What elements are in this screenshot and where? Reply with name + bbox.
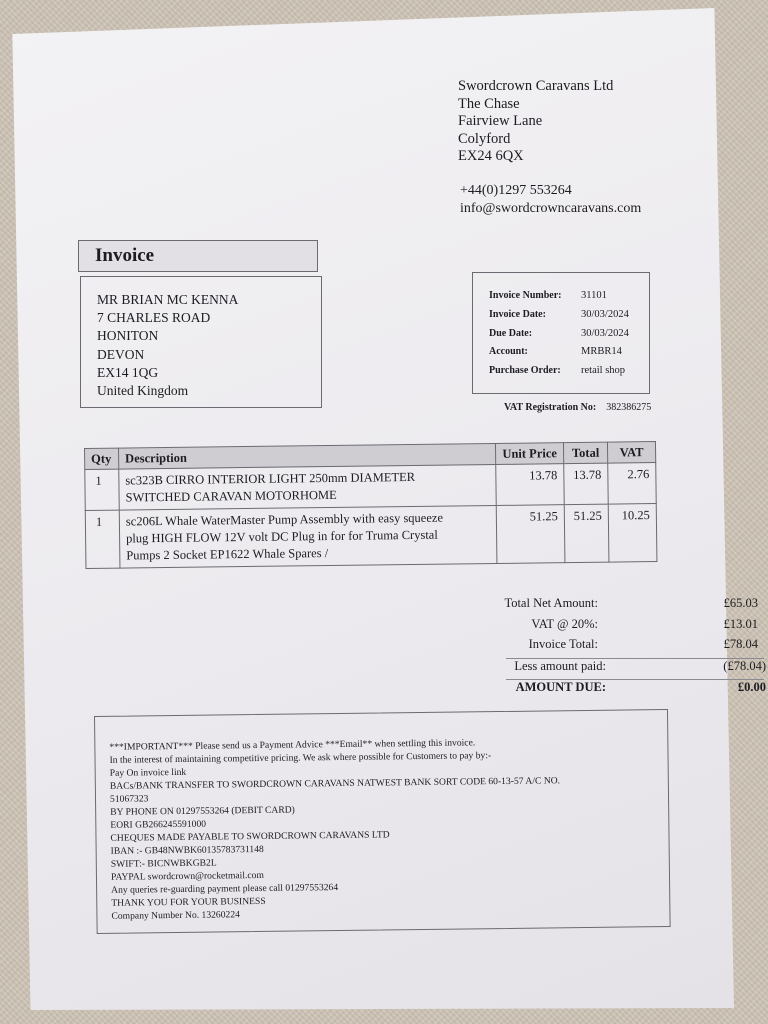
payment-info-line: BY PHONE ON 01297553264 (DEBIT CARD) bbox=[110, 804, 295, 818]
amount-paid-row bbox=[506, 658, 764, 680]
item-description-line: Pumps 2 Socket EP1622 Whale Spares / bbox=[126, 546, 329, 563]
customer-address-line: DEVON bbox=[97, 346, 145, 362]
payment-info-line: IBAN :- GB48NWBK60135783731148 bbox=[110, 843, 264, 857]
invoice-total-row bbox=[498, 637, 758, 658]
payment-info-line: Company Number No. 13260224 bbox=[111, 909, 240, 922]
item-qty: 1 bbox=[85, 469, 119, 510]
invoice-title: Invoice bbox=[95, 245, 155, 266]
totals-block bbox=[498, 596, 766, 701]
meta-value: retail shop bbox=[581, 365, 626, 376]
amount-due-value: £0.00 bbox=[737, 680, 766, 694]
item-vat: 10.25 bbox=[608, 504, 657, 563]
table-row bbox=[85, 504, 657, 569]
meta-row-invoice-date bbox=[489, 309, 629, 320]
customer-address-line: 7 CHARLES ROAD bbox=[97, 310, 211, 326]
total-label: VAT @ 20%: bbox=[531, 616, 598, 631]
meta-row-purchase-order bbox=[489, 365, 625, 376]
company-postcode: EX24 6QX bbox=[458, 148, 524, 164]
item-description-line: sc323B CIRRO INTERIOR LIGHT 250mm DIAMETER bbox=[125, 469, 416, 488]
vat-total-row bbox=[498, 616, 758, 638]
meta-row-account bbox=[489, 346, 622, 357]
meta-label: Invoice Number: bbox=[489, 290, 562, 301]
invoice-title-box bbox=[78, 240, 318, 272]
payment-info-line: CHEQUES MADE PAYABLE TO SWORDCROWN CARAVANS LTD bbox=[110, 829, 390, 844]
customer-country: United Kingdom bbox=[97, 383, 189, 399]
payment-info-line: In the interest of maintaining competitive pricing. We ask where possible for Customers to pay by:- bbox=[109, 750, 492, 766]
company-phone: +44(0)1297 553264 bbox=[460, 183, 572, 198]
line-items-table bbox=[84, 441, 657, 569]
header-vat: VAT bbox=[607, 442, 655, 464]
total-label: Total Net Amount: bbox=[504, 596, 598, 610]
item-description-line: plug HIGH FLOW 12V volt DC Plug in for for Truma Crystal bbox=[126, 527, 438, 546]
item-description bbox=[119, 505, 497, 568]
item-description-line: SWITCHED CARAVAN MOTORHOME bbox=[125, 487, 337, 505]
payment-info-line: PAYPAL swordcrown@rocketmail.com bbox=[110, 869, 264, 883]
meta-label: Purchase Order: bbox=[489, 365, 561, 376]
company-name: Swordcrown Caravans Ltd bbox=[458, 78, 614, 94]
total-value: £13.01 bbox=[723, 616, 758, 631]
vat-registration bbox=[504, 402, 651, 413]
company-contact-block bbox=[460, 182, 641, 217]
meta-label: Account: bbox=[489, 346, 528, 357]
total-value: (£78.04) bbox=[723, 658, 766, 673]
header-qty: Qty bbox=[85, 448, 119, 469]
company-address-line: The Chase bbox=[458, 95, 520, 112]
customer-postcode: EX14 1QG bbox=[97, 364, 159, 380]
meta-value: MRBR14 bbox=[581, 346, 622, 357]
total-label: Invoice Total: bbox=[528, 637, 598, 651]
meta-label: Invoice Date: bbox=[489, 309, 546, 320]
vat-registration-label: VAT Registration No: bbox=[504, 402, 597, 413]
payment-info-line: BACs/BANK TRANSFER TO SWORDCROWN CARAVANS NATWEST BANK SORT CODE 60-13-57 A/C NO. bbox=[109, 775, 561, 792]
header-description: Description bbox=[118, 443, 495, 469]
payment-info-line: SWIFT:- BICNWBKGB2L bbox=[110, 857, 217, 870]
invoice-meta-box bbox=[472, 272, 650, 394]
payment-info-line: Pay On invoice link bbox=[109, 766, 187, 779]
item-total: 51.25 bbox=[564, 504, 609, 563]
payment-info-line: Any queries re-guarding payment please call 01297553264 bbox=[111, 882, 339, 896]
amount-due-row bbox=[506, 679, 764, 701]
payment-info-text bbox=[109, 735, 561, 922]
customer-address-line: HONITON bbox=[97, 328, 159, 344]
item-vat: 2.76 bbox=[608, 463, 657, 505]
vat-registration-number: 382386275 bbox=[606, 402, 652, 413]
company-email: info@swordcrowncaravans.com bbox=[460, 200, 642, 216]
header-total: Total bbox=[563, 442, 607, 464]
item-qty: 1 bbox=[85, 510, 120, 568]
meta-value: 30/03/2024 bbox=[581, 328, 629, 339]
total-value: £65.03 bbox=[723, 596, 758, 610]
payment-info-line: THANK YOU FOR YOUR BUSINESS bbox=[111, 895, 266, 909]
total-value: £78.04 bbox=[723, 637, 758, 651]
payment-info-line: ***IMPORTANT*** Please send us a Payment Advice ***Email** when settling this invoice. bbox=[109, 737, 476, 753]
item-total: 13.78 bbox=[564, 463, 608, 505]
customer-name: MR BRIAN MC KENNA bbox=[97, 292, 239, 307]
total-label: Less amount paid: bbox=[514, 658, 606, 673]
payment-info-line: EORI GB266245591000 bbox=[110, 818, 207, 831]
meta-value: 31101 bbox=[581, 290, 607, 301]
payment-info-box bbox=[94, 709, 671, 934]
meta-label: Due Date: bbox=[489, 328, 533, 339]
meta-value: 30/03/2024 bbox=[581, 309, 629, 320]
company-address-block bbox=[458, 78, 613, 166]
total-net-row bbox=[498, 596, 758, 617]
meta-row-due-date bbox=[489, 328, 629, 339]
table-row bbox=[85, 463, 656, 511]
item-description-line: sc206L Whale WaterMaster Pump Assembly with easy squeeze bbox=[125, 510, 444, 529]
amount-due-label: AMOUNT DUE: bbox=[515, 680, 606, 694]
payment-info-line: 51067323 bbox=[109, 793, 149, 805]
company-address-line: Fairview Lane bbox=[458, 113, 543, 129]
company-address-line: Colyford bbox=[458, 130, 511, 147]
meta-row-invoice-number bbox=[489, 290, 607, 301]
header-unit-price: Unit Price bbox=[496, 443, 564, 465]
item-unit-price: 51.25 bbox=[496, 505, 565, 564]
item-description bbox=[119, 464, 497, 510]
item-unit-price: 13.78 bbox=[496, 464, 564, 506]
customer-address-box bbox=[80, 276, 322, 408]
